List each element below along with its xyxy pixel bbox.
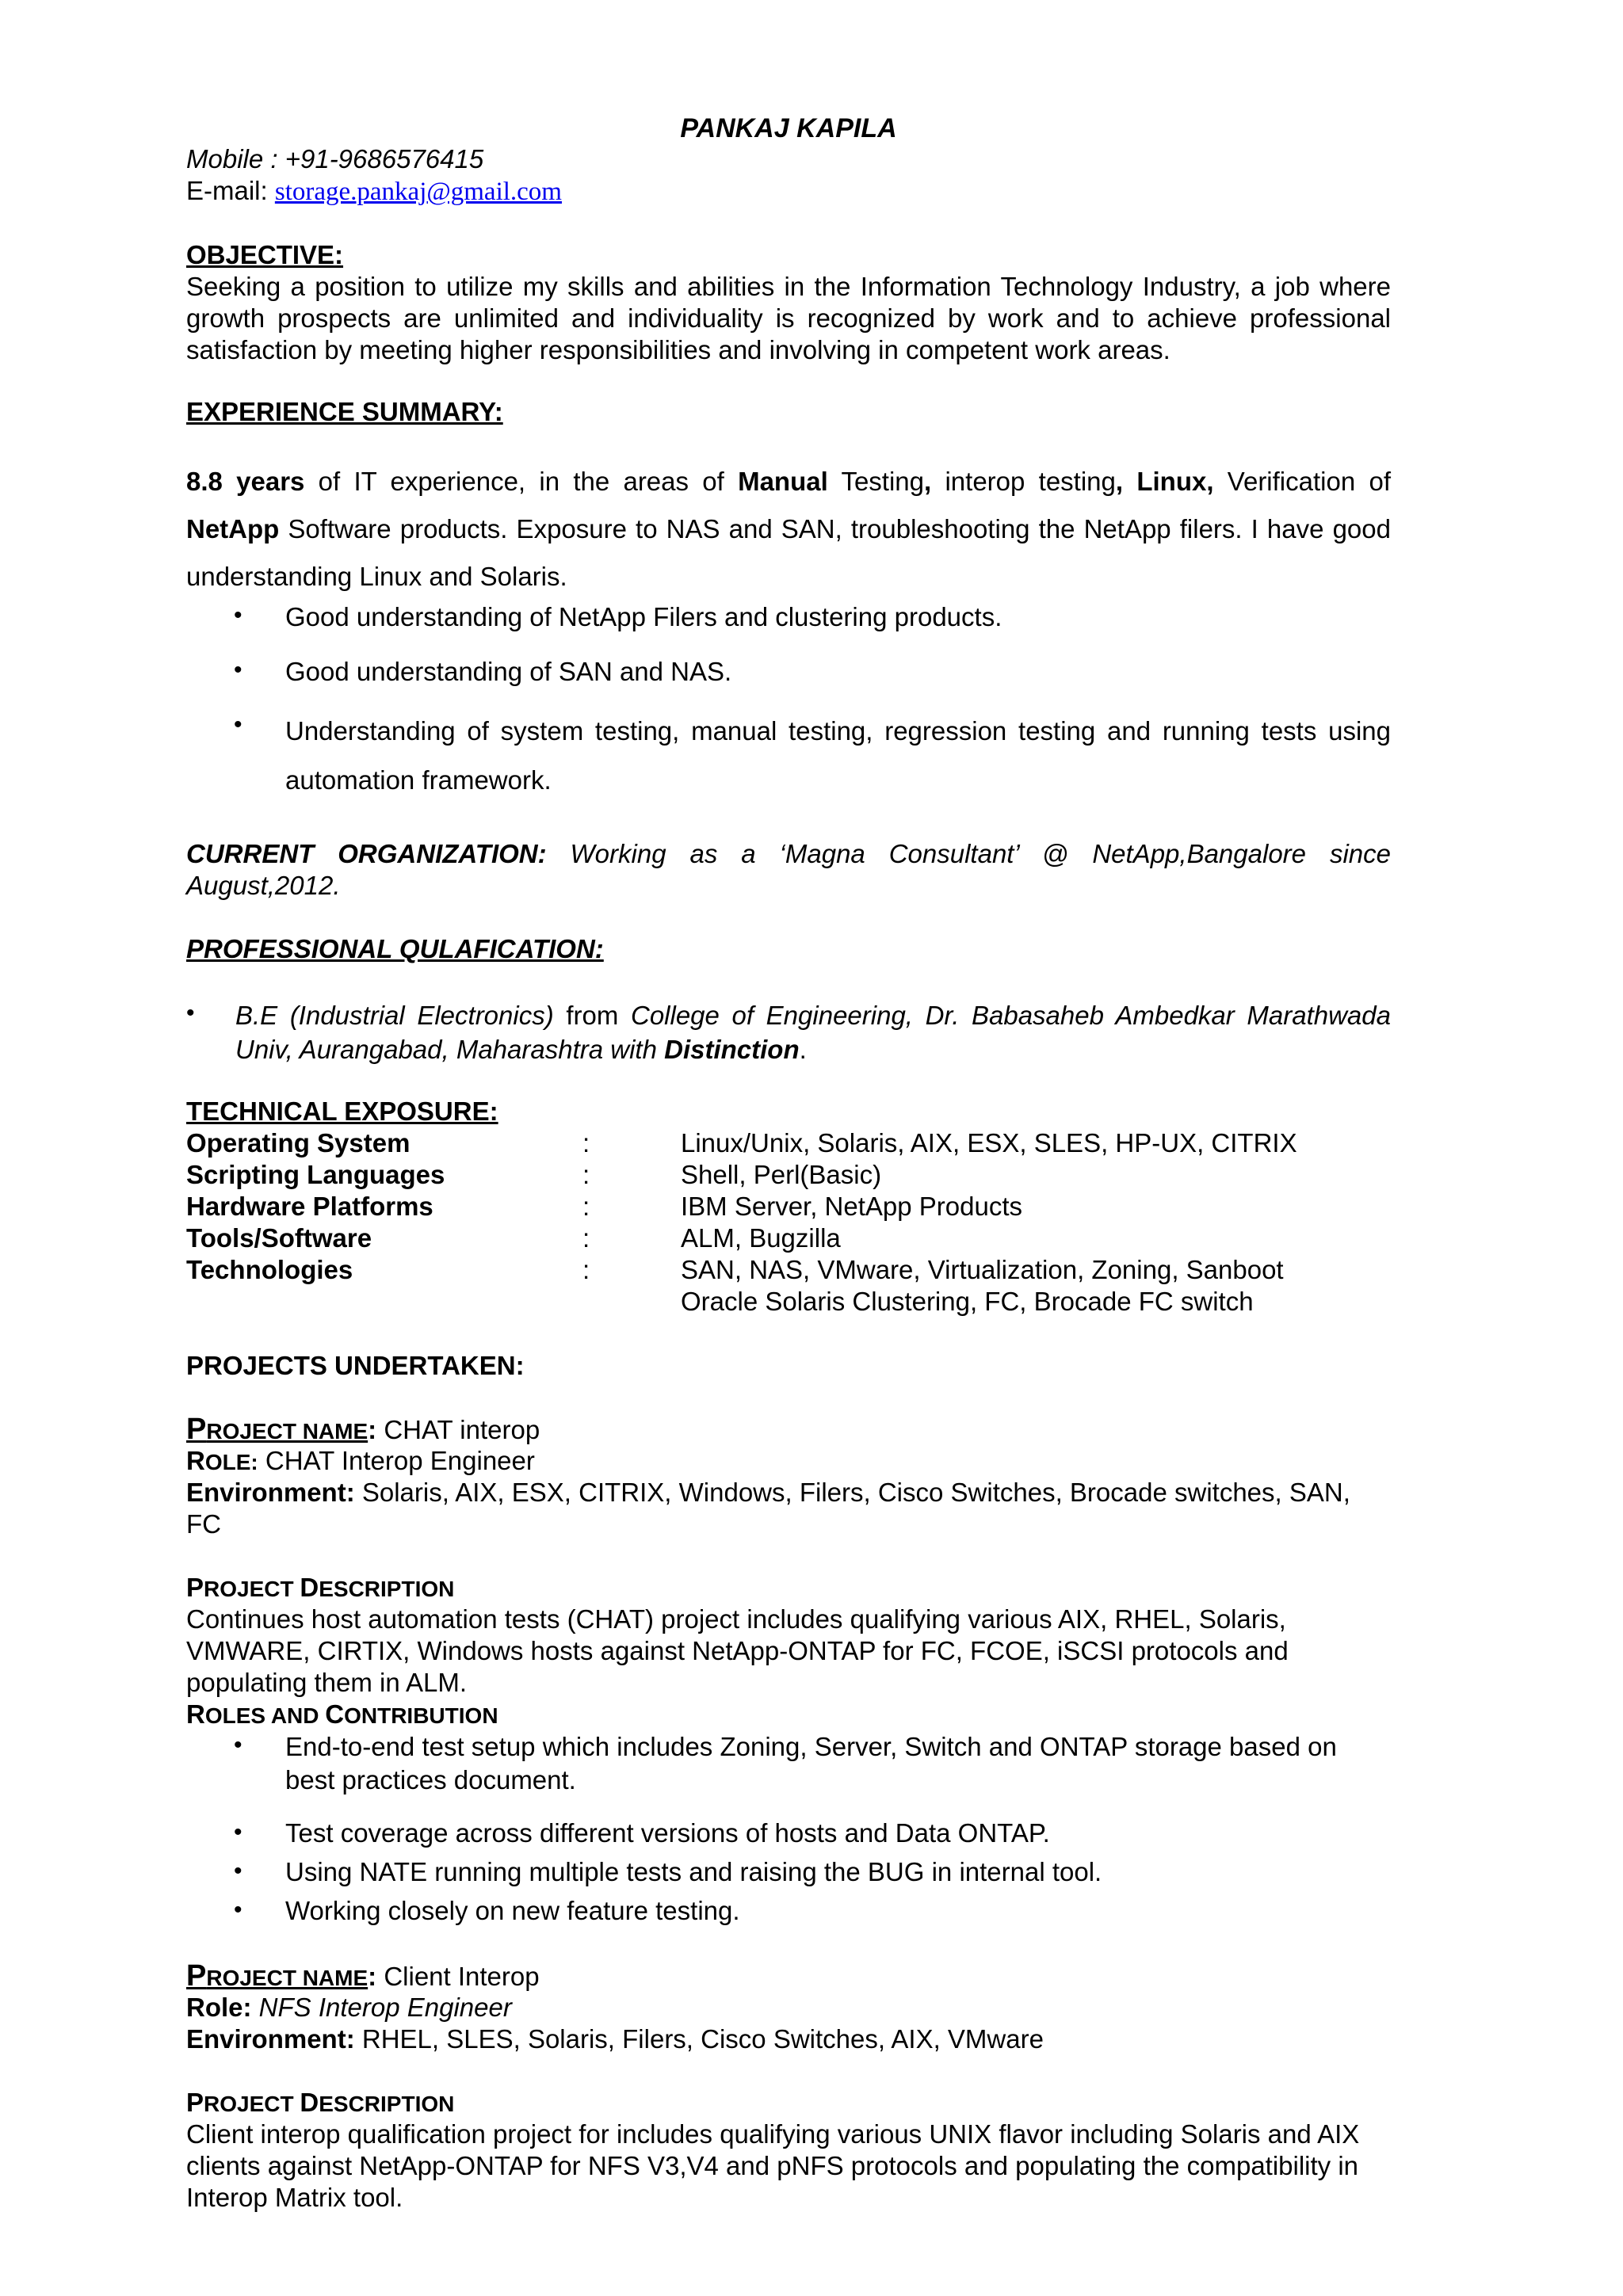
email-link[interactable]: storage.pankaj@gmail.com [274,177,562,206]
project-role-line: ROLE: CHAT Interop Engineer [186,1446,535,1475]
qualification-heading: PROFESSIONAL QULAFICATION: [186,934,604,963]
experience-bullet: Good understanding of NetApp Filers and clustering products. [285,602,1002,631]
current-organization-label: CURRENT ORGANIZATION: [186,839,547,868]
experience-bullet: Good understanding of SAN and NAS. [285,657,732,686]
objective-text: Seeking a position to utilize my skills and abilities in the Information Technology Industry, a job where growth prospects are unlimited and individuality is recognized by work and to achieve professional satisfaction by meeting higher responsibilities and involving in competent work areas. [186,272,1391,364]
mobile-number: Mobile : +91-9686576415 [186,144,484,174]
project-description: Continues host automation tests (CHAT) project includes qualifying various AIX, RHEL, Solaris, VMWARE, CIRTIX, Windows hosts against NetApp-ONTAP for FC, FCOE, iSCSI protocols and populating them in ALM. [186,1604,1289,1697]
projects-heading: PROJECTS UNDERTAKEN: [186,1351,525,1380]
project-environment: Environment: RHEL, SLES, Solaris, Filers, Cisco Switches, AIX, VMware [186,2024,1044,2054]
project-environment: Environment: Solaris, AIX, ESX, CITRIX, Windows, Filers, Cisco Switches, Brocade switches, SAN, FC [186,1478,1350,1539]
email-line [186,175,562,208]
contribution-item: End-to-end test setup which includes Zoning, Server, Switch and ONTAP storage based on best practices document. [285,1732,1337,1794]
roles-contribution-heading: ROLES AND CONTRIBUTION [186,1699,498,1729]
bullet-icon: • [234,1819,242,1845]
bullet-icon: • [234,1858,242,1884]
contribution-item: Using NATE running multiple tests and raising the BUG in internal tool. [285,1857,1102,1886]
project-description-heading: PROJECT DESCRIPTION [186,2088,455,2117]
technical-heading: TECHNICAL EXPOSURE: [186,1097,498,1126]
email-label: E-mail: [186,176,268,205]
objective-heading: OBJECTIVE: [186,240,344,269]
experience-years: 8.8 years [186,467,305,496]
bullet-icon: • [234,657,242,683]
experience-bullet: Understanding of system testing, manual testing, regression testing and running tests using automation framework. [285,716,1391,795]
project-role-line: Role: NFS Interop Engineer [186,1993,512,2022]
project-name-line: PROJECT NAME: Client Interop [186,1959,540,1993]
bullet-icon: • [186,1000,195,1026]
bullet-icon: • [234,1897,242,1923]
current-organization: CURRENT ORGANIZATION: Working as a ‘Magna Consultant’ @ NetApp,Bangalore since August,2012. [186,839,1391,900]
bullet-icon: • [234,602,242,628]
bullet-icon: • [234,711,242,738]
experience-summary: 8.8 years of IT experience, in the areas of Manual Testing, interop testing, Linux, Verification of NetApp Software products. Exposure to NAS and SAN, troubleshooting the NetApp filers. I have good understanding Linux and Solaris. [186,467,1391,591]
candidate-name: PANKAJ KAPILA [680,113,897,143]
project-description-heading: PROJECT DESCRIPTION [186,1573,455,1602]
contribution-item: Test coverage across different versions of hosts and Data ONTAP. [285,1818,1050,1848]
project-description: Client interop qualification project for includes qualifying various UNIX flavor including Solaris and AIX clients against NetApp-ONTAP for NFS V3,V4 and pNFS protocols and populating the compatibility in Interop Matrix tool. [186,2119,1360,2212]
project-name-line: PROJECT NAME: CHAT interop [186,1413,540,1446]
qualification-item: B.E (Industrial Electronics) from College of Engineering, Dr. Babasaheb Ambedkar Marathwada Univ, Aurangabad, Maharashtra with Distinction. [235,1001,1391,1064]
bullet-icon: • [234,1732,242,1758]
contribution-item: Working closely on new feature testing. [285,1896,740,1925]
experience-heading: EXPERIENCE SUMMARY: [186,397,503,426]
